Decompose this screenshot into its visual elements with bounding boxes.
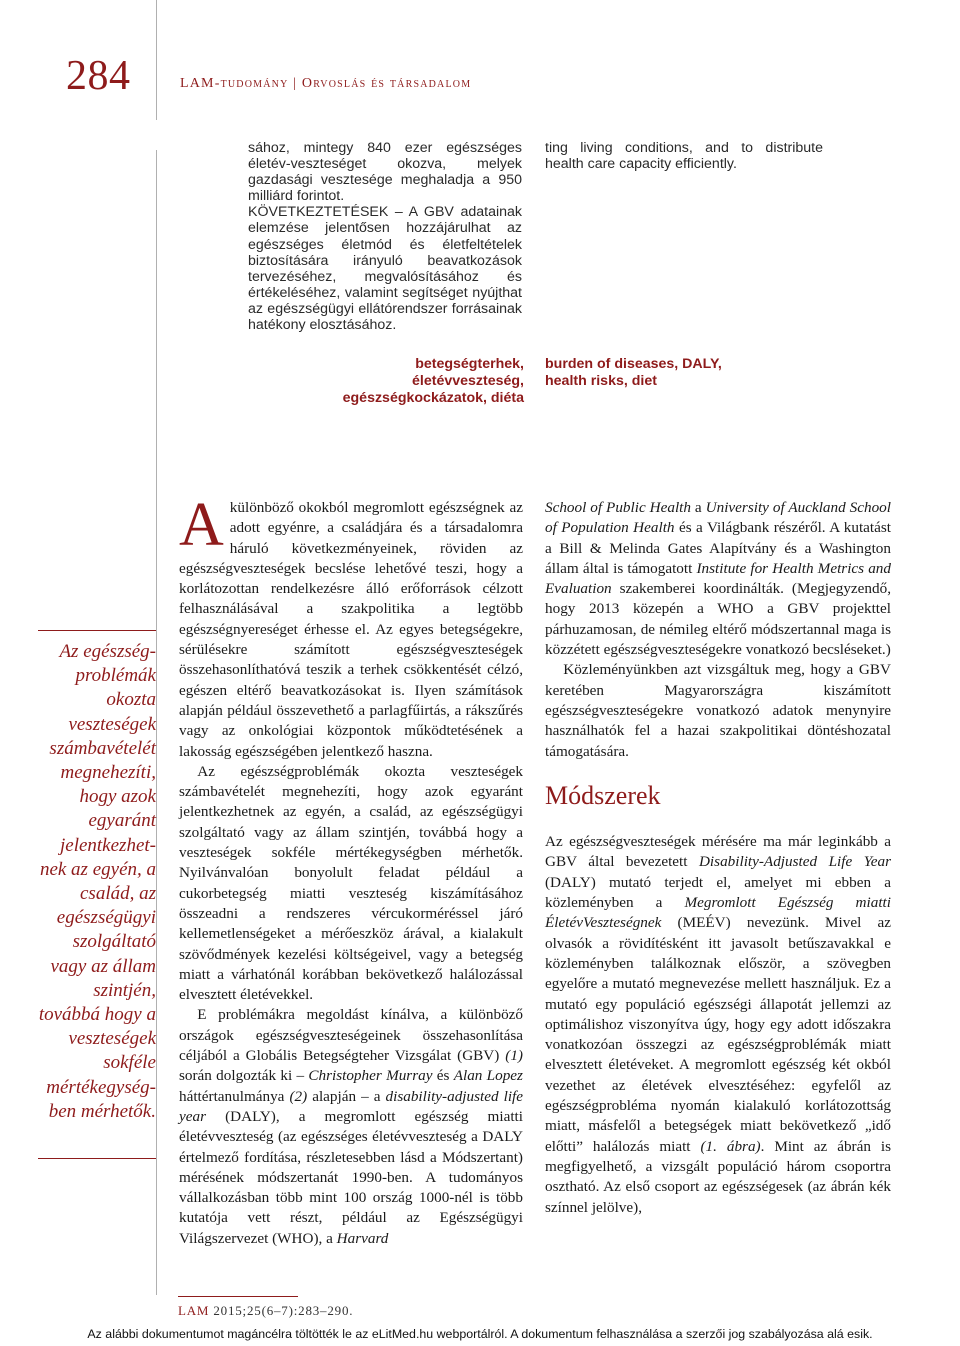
keywords-english: burden of diseases, DALY, health risks, diet — [545, 356, 722, 389]
keywords-hungarian: betegségterhek, életévveszteség, egészségkockázatok, diéta — [342, 356, 524, 406]
citation-detail: 2015;25(6–7):283–290. — [213, 1303, 354, 1318]
body-column-2 — [179, 491, 524, 1249]
margin-rule — [156, 150, 157, 1295]
body-paragraph-2: Az egészségproblémák okozta veszteségek számbavételét megnehezíti, hogy azok egyaránt jelentkezhetnek az egyén, a család, az egészségügyi szolgáltató vagy az állam szintjén, továbbá hogy a veszteségek sokféle mértékegységben mérhetők. Nyilvánvalóan bonyolult feladat például a cukorbetegség miatti veszteség kiszámításához összeadni a rendszeres vércukorméréssel járó kellemetlenségeket a mérőeszköz árával, a kialakult szövődmények kezelési költségeivel, vagy a betegség miatt a várhatónál korábban bekövetkező halálozással elvesztett életévekkel. — [179, 762, 523, 1004]
methods-paragraph-1: Az egészségveszteségek mérésére ma már leginkább a GBV által bevezetett Disability-Adjusted Life Year (DALY) mutató terjedt el, amelyet mi ebben a közleményben a Megromlott Egészség miatti ÉletévVeszteségnek (MEÉV) nevezünk. Mivel az olvasók a rövidítésként itt javasolt betűszavakkal e közleményben találkoznak először, a szövegben egyelőre a mutató megnevezése mellett használjuk. Ez a mutató egy populáció egészségi állapotát jellemzi az optimálishoz viszonyítva úgy, hogy egy adott időszakra vonatkozóan összegzi az egészségproblémák miatt elvesztett életéveket. A megromlott egészség két okból vezethet az életévek elvesztéséhez: egyfelől az egészségprobléma nyomán kialakuló korlátozottság miatt, másfelől a betegségek miatt bekövetkező „idő előtti” halálozás miatt (1. ábra). Mint az ábrán is megfigyelhető, a vizsgált populáció három csoportra osztható. Az első csoport az egészségesek (az ábrán kék színnel jelölve), — [545, 833, 892, 1216]
drop-cap: A — [179, 491, 224, 559]
page-number: 284 — [66, 53, 131, 99]
body-column-3 — [545, 498, 891, 1218]
footer-rule — [178, 1296, 298, 1297]
section-heading-methods: Módszerek — [545, 780, 661, 810]
abstract-hu-para2: KÖVETKEZTETÉSEK – A GBV adatainak elemzése jelentősen hozzájárulhat az egészséges életmód és életfeltételek biztosítására irányuló beavatkozások tervezéséhez, megvalósításához és értékeléséhez, valamint segítséget nyújthat az egészségügyi ellátórendszer forrásainak hatékony elosztásához. — [248, 204, 522, 334]
header-divider-rule — [156, 0, 157, 120]
pull-quote-top-rule — [38, 630, 156, 631]
body-paragraph-5: Közleményünkben azt vizsgáltuk meg, hogy a GBV keretében Magyarországra kiszámított egészségveszteségekre vonatkozó adatok menynyire használhatók fel a hazai szakpolitikai döntéshozatal támogatására. — [545, 661, 891, 760]
copyright-notice: Az alábbi dokumentumot magáncélra töltötték le az eLitMed.hu webportálról. A dokumentum felhasználása a szerzői jog szabályozása alá esik. — [87, 1327, 873, 1341]
pull-quote-bottom-rule — [38, 1158, 156, 1159]
abstract-hungarian — [248, 140, 522, 333]
reference-1[interactable]: (1) — [505, 1047, 523, 1065]
abstract-hu-para1: sához, mintegy 840 ezer egészséges életév-veszteséget okozva, melyek gazdasági vesztesége meghaladja a 950 milliárd forintot. — [248, 140, 522, 205]
intro-paragraph: A különböző okokból megromlott egészségnek az adott egyénre, a családjára és a társadalomra háruló következményeinek, röviden az egészségveszteségek becslése lehetővé teszi, hogy a korlátozottan rendelkezésre álló erőforrások célzott felhasználásával a szakpolitika a legtöbb egészségnyereséget érhesse el. Az egyes betegségekre, sérülésekre számított egészségveszteségek összehasonlíthatóvá teszik a terhek csökkentését célzó, egészen eltérő beavatkozásokat is. Ilyen számítások alapján például összevethető a parlagfűirtás, a rákszűrés vagy az onkológiai központok működtetésének a lakosság egészségében jelentkező haszna. — [179, 491, 523, 760]
journal-citation — [178, 1303, 353, 1319]
running-head: LAM-tudomány | Orvoslás és társadalom — [180, 76, 472, 91]
abstract-en-para1: ting living conditions, and to distribute health care capacity efficiently. — [545, 140, 823, 173]
figure-1-reference[interactable]: (1. ábra) — [700, 1137, 761, 1155]
body-paragraph-3: E problémákra megoldást kínálva, a különböző országok egészségveszteségeinek összehasonlítása céljából a Globális Betegségteher Vizsgálat (GBV) (1) során dolgozták ki – Christopher Murray és Alan Lopez háttértanulmánya (2) alapján – a disability-adjusted life year (DALY), a megromlott egészség miatti életévveszteség (az egészséges életévveszteség a DALY értelmező fordítása, részletesebben lásd a Módszertant) mérésének módszertanát 1990-ben. A tudományos vállalkozásban több mint 100 ország 1000-nél is több kutatója vett részt, például az Egészségügyi Világszervezet (WHO), a Harvard — [179, 1006, 524, 1247]
journal-name: LAM — [178, 1303, 210, 1318]
body-paragraph-4: School of Public Health a University of Auckland School of Population Health és a Világbank részéről. A kutatást a Bill & Melinda Gates Alapítvány és a Washington állam által is támogatott Institute for Health Metrics and Evaluation szakemberei koordinálták. (Megjegyzendő, hogy 2013 közepén a WHO a GBV projekttel párhuzamosan, de némileg eltérő módszertannal maga is közzétett egészségveszteségekre vonatkozó becsléseket.) — [545, 499, 892, 659]
reference-2[interactable]: (2) — [289, 1087, 308, 1105]
pull-quote: Az egészség-problémák okozta veszteségek számbavételét megnehezíti, hogy azok egyaránt jelentkezhet-nek az egyén, a család, az egészségügyi szolgáltató vagy az állam szintjén, továbbá hogy a veszteségek sokféle mértékegység-ben mérhetők. — [38, 641, 156, 1122]
abstract-english — [545, 140, 823, 172]
